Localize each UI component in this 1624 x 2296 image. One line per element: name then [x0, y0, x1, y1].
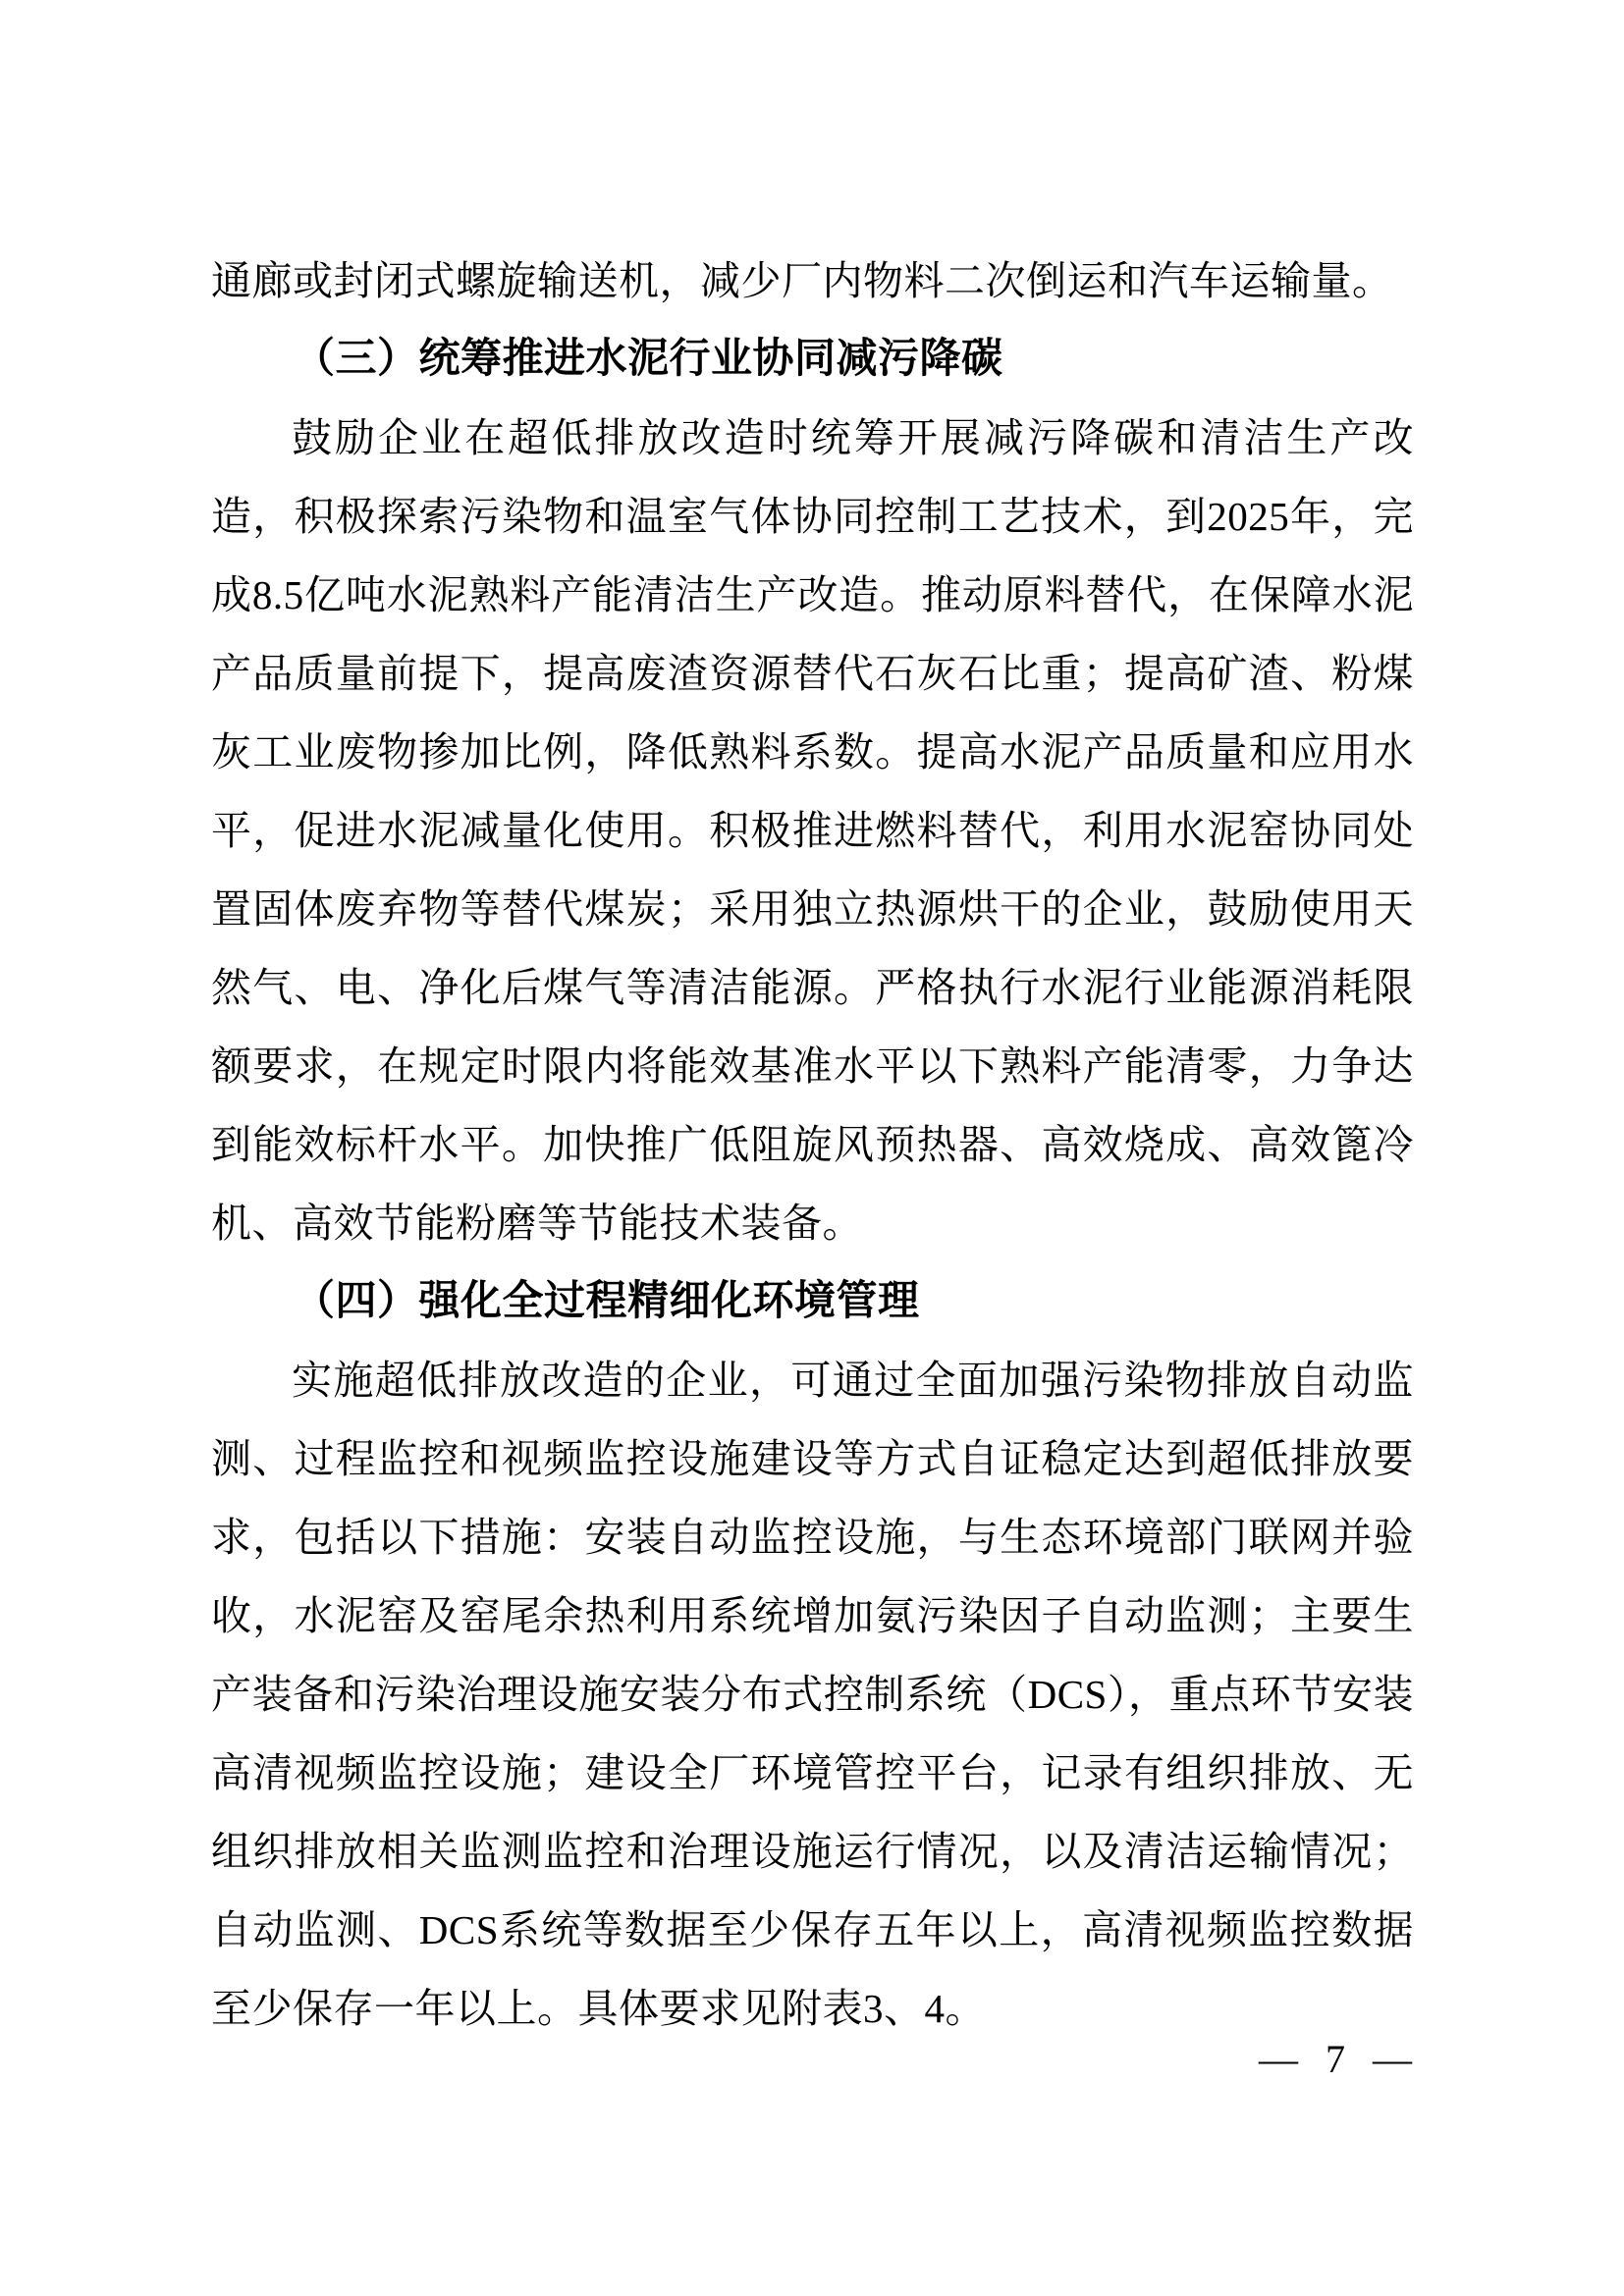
section-heading-four: （四）强化全过程精细化环境管理	[294, 1279, 920, 1324]
paragraph-section-four: 实施超低排放改造的企业，可通过全面加强污染物排放自动监测、过程监控和视频监控设施建设等方式自证稳定达到超低排放要求，包括以下措施：安装自动监控设施，与生态环境部门联网并验收，水泥窑及窑尾余热利用系统增加氨污染因子自动监测；主要生产装备和污染治理设施安装分布式控制系统（DCS），重点环节安装高清视频监控设施；建设全厂环境管控平台，记录有组织排放、无组织排放相关监测监控和治理设施运行情况，以及清洁运输情况；自动监测、DCS系统等数据至少保存五年以上，高清视频监控数据至少保存一年以上。具体要求见附表3、4。	[211, 1358, 1414, 2031]
paragraph-continuation: 通廊或封闭式螺旋输送机，减少厂内物料二次倒运和汽车运输量。	[211, 258, 1393, 303]
section-heading-three: （三）统筹推进水泥行业协同减污降碳	[294, 337, 1003, 382]
paragraph-section-three: 鼓励企业在超低排放改造时统筹开展减污降碳和清洁生产改造，积极探索污染物和温室气体协同控制工艺技术，到2025年，完成8.5亿吨水泥熟料产能清洁生产改造。推动原料替代，在保障水泥产品质量前提下，提高废渣资源替代石灰石比重；提高矿渣、粉煤灰工业废物掺加比例，降低熟料系数。提高水泥产品质量和应用水平，促进水泥减量化使用。积极推进燃料替代，利用水泥窑协同处置固体废弃物等替代煤炭；采用独立热源烘干的企业，鼓励使用天然气、电、净化后煤气等清洁能源。严格执行水泥行业能源消耗限额要求，在规定时限内将能效基准水平以下熟料产能清零，力争达到能效标杆水平。加快推广低阻旋风预热器、高效烧成、高效篦冷机、高效节能粉磨等节能技术装备。	[211, 415, 1414, 1246]
page-number: — 7 —	[1259, 2037, 1416, 2081]
